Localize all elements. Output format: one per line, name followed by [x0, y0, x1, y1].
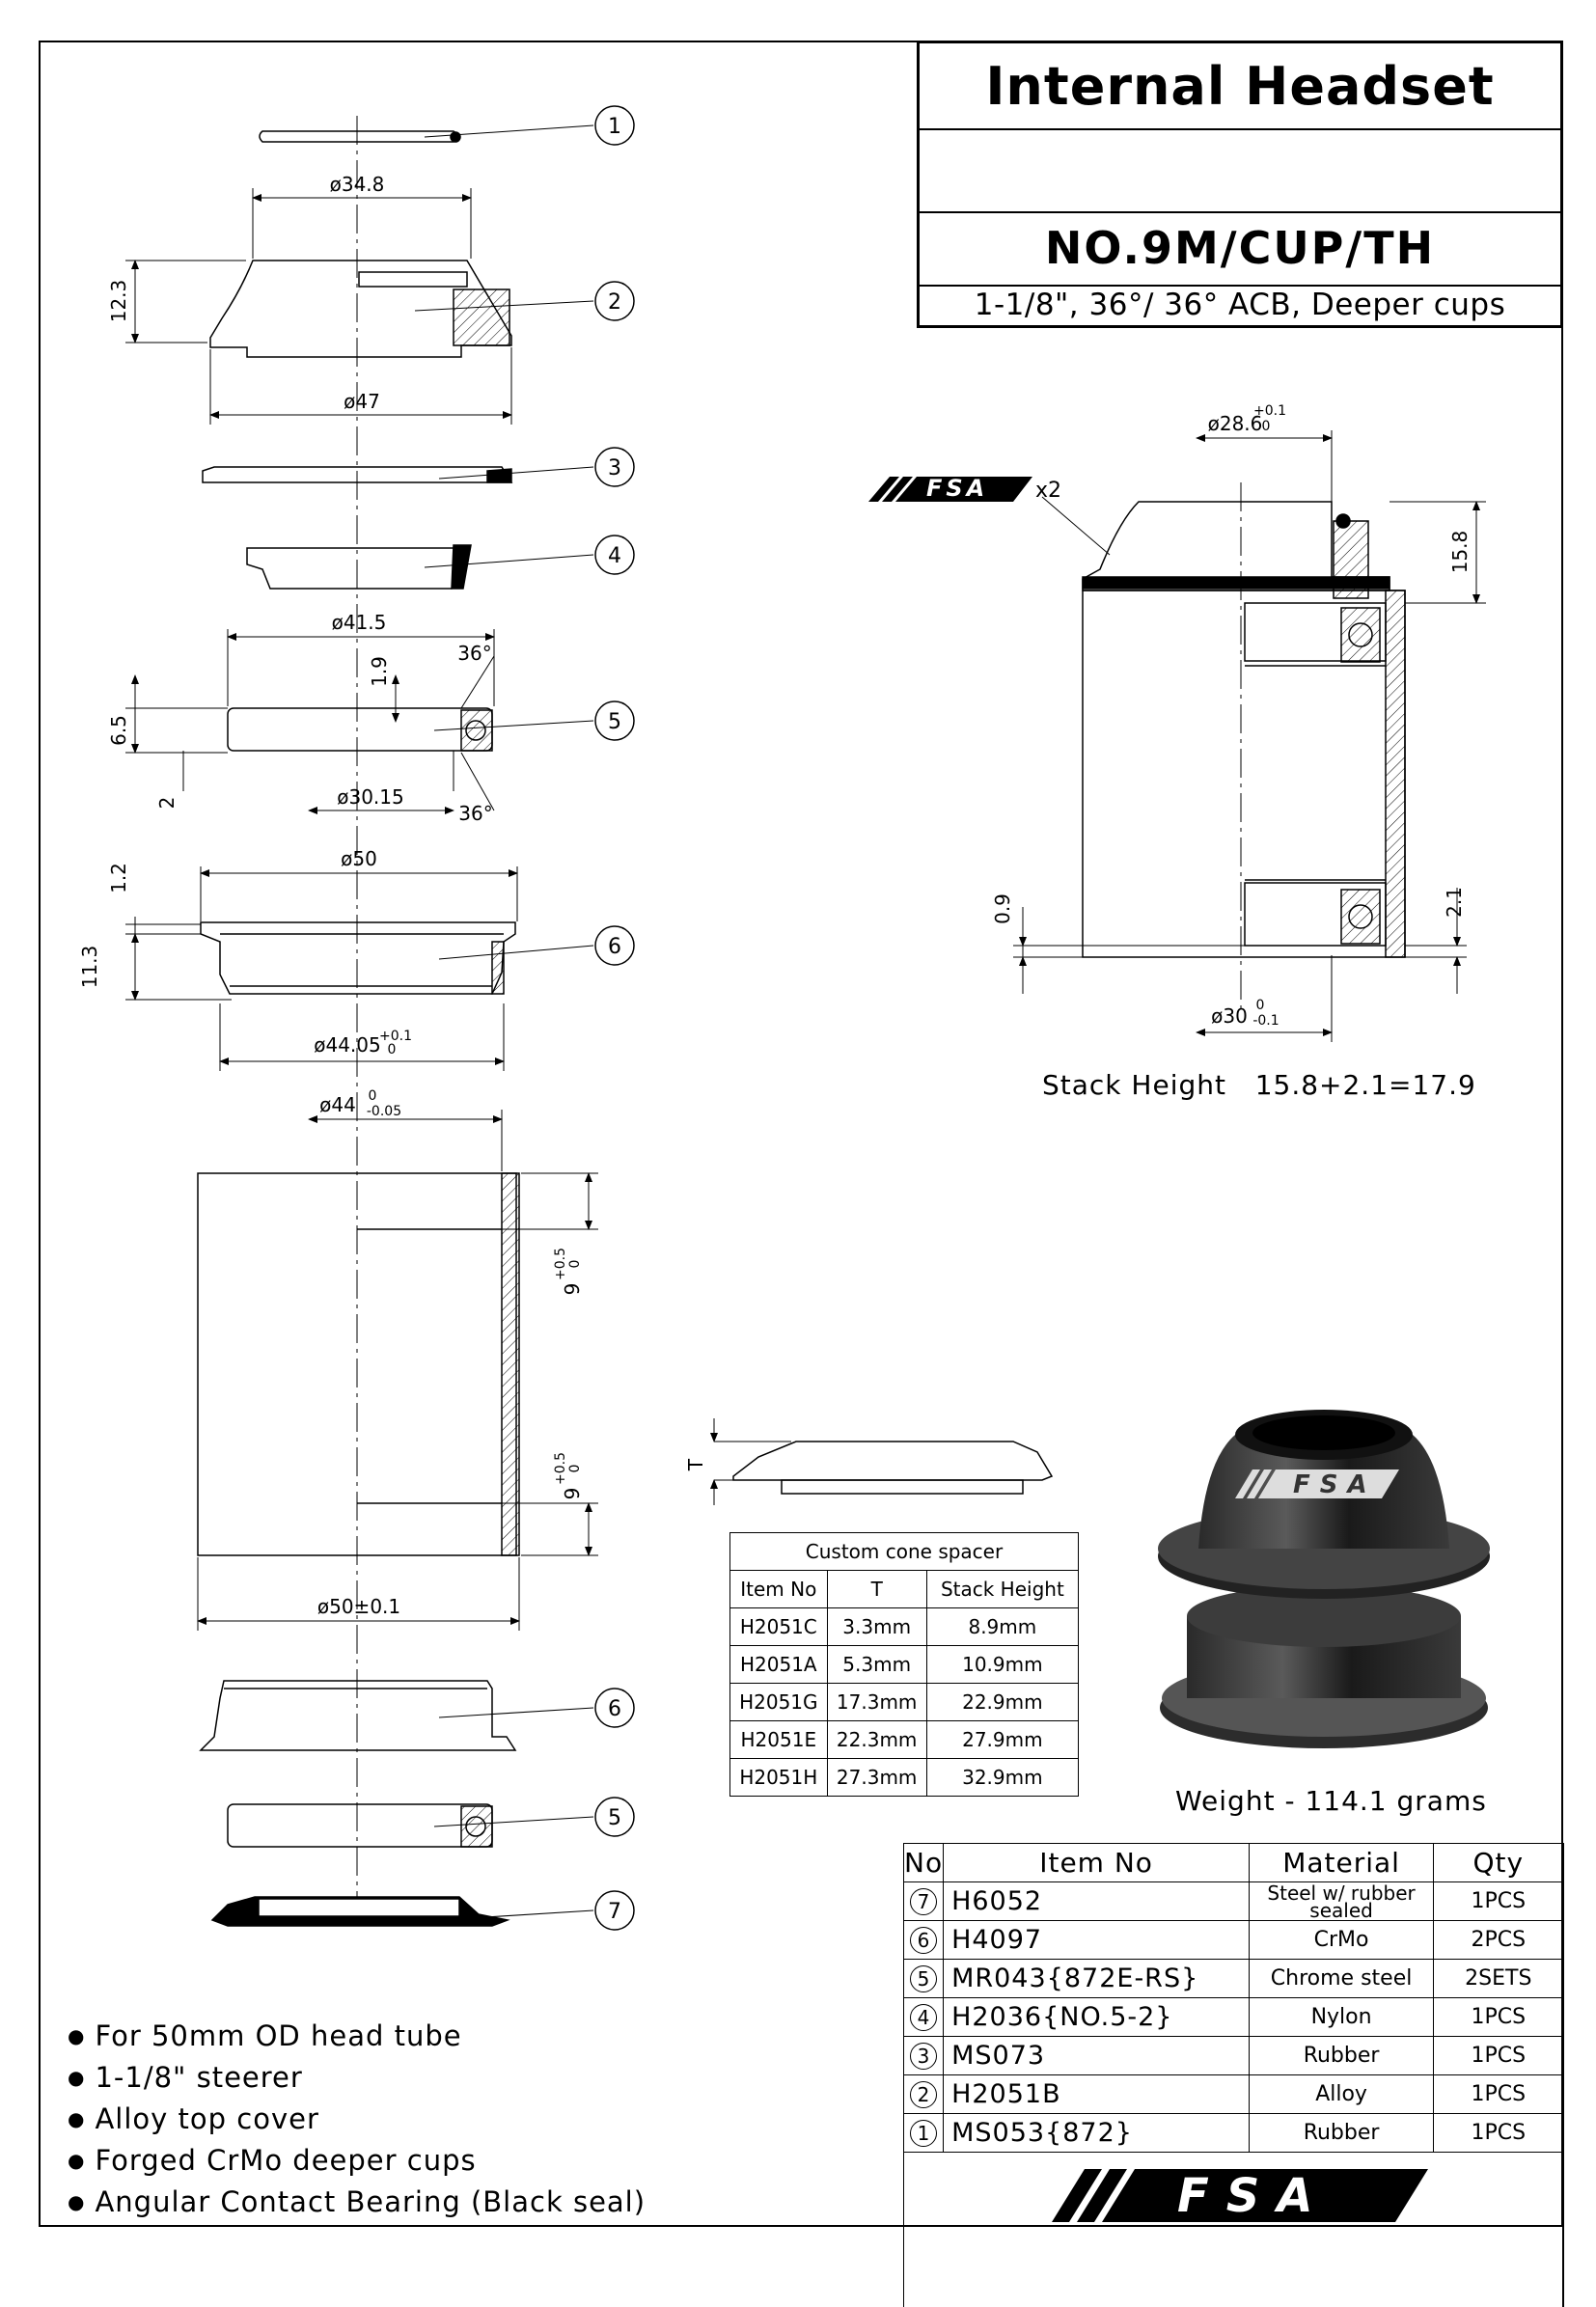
weight-caption: Weight - 114.1 grams: [1175, 1785, 1487, 1817]
table-row: [904, 1882, 1564, 1921]
callout-7: 7: [608, 1900, 621, 1924]
part-material: Chrome steel: [1250, 1960, 1434, 1998]
part-6-top-cup: [201, 922, 515, 994]
table-row: [730, 1684, 1079, 1721]
callout-6: 6: [608, 935, 621, 959]
headset-photo: [1119, 1394, 1525, 1771]
part-item-no: MS073: [944, 2037, 1250, 2075]
callout-numbers: [608, 115, 621, 1924]
svg-text:FSA: FSA: [1293, 1470, 1377, 1499]
part-number: 1: [910, 2120, 937, 2147]
spacer-cell: H2051H: [730, 1759, 828, 1797]
spacer-header-item: Item No: [730, 1571, 828, 1608]
dim-h12-3: 12.3: [107, 280, 130, 323]
part-qty: 1PCS: [1434, 1882, 1563, 1921]
parts-header-material: Material: [1250, 1844, 1434, 1882]
assembly-section: [1013, 430, 1486, 1042]
part-2-top-cover: [210, 261, 511, 357]
title-block: [917, 41, 1563, 328]
spacer-cell: 27.9mm: [926, 1721, 1078, 1759]
spacer-table: [729, 1532, 1079, 1797]
dim-h15-8: 15.8: [1448, 531, 1472, 574]
feature-item: ● 1-1/8" steerer: [68, 2058, 646, 2100]
part-qty: 1PCS: [1434, 2114, 1563, 2153]
spacer-cell: 5.3mm: [827, 1646, 926, 1684]
fsa-logo-small: [868, 475, 1032, 502]
dim-t: T: [684, 1458, 707, 1471]
spacer-cell: 3.3mm: [827, 1608, 926, 1646]
part-material: Alloy: [1250, 2075, 1434, 2114]
drawing-title: Internal Headset: [920, 43, 1560, 130]
callout-5-lower: 5: [608, 1806, 621, 1830]
dim-h2-1: 2.1: [1443, 887, 1466, 918]
title-blank-row: [920, 128, 1560, 213]
dim-h1-2: 1.2: [107, 863, 130, 893]
dim-h9-bot: 9: [561, 1488, 584, 1500]
callout-6-lower: 6: [608, 1697, 621, 1721]
feature-list: [68, 2017, 646, 2224]
part-qty: 1PCS: [1434, 2075, 1563, 2114]
dim-d50: ø50: [341, 847, 377, 870]
stack-height-label: Stack Height: [1042, 1069, 1226, 1101]
dim-h0-9: 0.9: [991, 893, 1014, 924]
part-item-no: MR043{872E-RS}: [944, 1960, 1250, 1998]
table-row: [904, 2037, 1564, 2075]
callout-3: 3: [608, 456, 621, 481]
model-number: NO.9M/CUP/TH: [920, 211, 1560, 287]
feature-item: ● Alloy top cover: [68, 2100, 646, 2141]
spec-line: 1-1/8", 36°/ 36° ACB, Deeper cups: [920, 285, 1560, 325]
part-item-no: H6052: [944, 1882, 1250, 1921]
stack-height: [1042, 1069, 1476, 1101]
dim-d44-tol-bot: -0.05: [367, 1104, 401, 1119]
callout-2: 2: [608, 290, 621, 315]
dim-d30: ø30: [1211, 1004, 1248, 1028]
part-item-no: H4097: [944, 1921, 1250, 1960]
parts-table: [903, 1843, 1564, 2307]
table-row: [730, 1759, 1079, 1797]
part-qty: 1PCS: [1434, 2037, 1563, 2075]
part-7-crown-race: [212, 1897, 508, 1926]
spacer-cell: 8.9mm: [926, 1608, 1078, 1646]
head-tube: [198, 1173, 519, 1555]
part-qty: 2PCS: [1434, 1921, 1563, 1960]
spacer-cell: 10.9mm: [926, 1646, 1078, 1684]
part-number: 7: [910, 1888, 937, 1915]
spacer-table-caption: Custom cone spacer: [730, 1533, 1079, 1571]
dim-h1-9: 1.9: [368, 656, 391, 687]
logo-row: [904, 2153, 1564, 2307]
table-row: [904, 1960, 1564, 1998]
spacer-header-stack: Stack Height: [926, 1571, 1078, 1608]
dim-h9-top-tol-top: +0.5: [553, 1248, 568, 1280]
part-item-no: H2036{NO.5-2}: [944, 1998, 1250, 2037]
dim-h6-5: 6.5: [107, 715, 130, 746]
feature-item: ● For 50mm OD head tube: [68, 2017, 646, 2058]
dim-d44: ø44: [319, 1093, 356, 1116]
part-material: Steel w/ rubber sealed: [1250, 1882, 1434, 1921]
table-row: [904, 2075, 1564, 2114]
dim-h9-top-tol-bot: 0: [567, 1260, 583, 1269]
dim-a36-top: 36°: [457, 642, 491, 665]
table-row: [730, 1721, 1079, 1759]
dim-h9-bot-tol-top: +0.5: [553, 1452, 568, 1485]
svg-text:FSA: FSA: [926, 475, 988, 502]
cone-spacer-drawing: [714, 1418, 1052, 1505]
part-number: 6: [910, 1927, 937, 1954]
table-row: [904, 2114, 1564, 2153]
dim-a36-bot: 36°: [458, 802, 492, 825]
dim-d30-15: ø30.15: [337, 785, 404, 809]
parts-header-no: No: [904, 1844, 944, 1882]
feature-item: ● Forged CrMo deeper cups: [68, 2141, 646, 2183]
table-row: [730, 1646, 1079, 1684]
part-qty: 2SETS: [1434, 1960, 1563, 1998]
dim-h9-top: 9: [561, 1283, 584, 1296]
dim-d44-05: ø44.05: [314, 1033, 381, 1057]
part-item-no: MS053{872}: [944, 2114, 1250, 2153]
dim-d50-tol: ø50±0.1: [317, 1595, 400, 1618]
spacer-cell: 22.9mm: [926, 1684, 1078, 1721]
part-number: 2: [910, 2081, 937, 2108]
dim-d41-5: ø41.5: [332, 611, 387, 634]
dim-d34-8: ø34.8: [330, 173, 385, 196]
spacer-cell: 22.3mm: [827, 1721, 926, 1759]
part-material: Rubber: [1250, 2114, 1434, 2153]
spacer-cell: H2051A: [730, 1646, 828, 1684]
dim-d30-tol-bot: -0.1: [1252, 1013, 1279, 1029]
stack-height-value: 15.8+2.1=17.9: [1255, 1069, 1476, 1101]
dim-d47: ø47: [344, 390, 380, 413]
spacer-cell: H2051E: [730, 1721, 828, 1759]
dim-d28-6-tol-bot: 0: [1262, 419, 1271, 434]
dim-h2: 2: [155, 797, 179, 810]
parts-header-qty: Qty: [1434, 1844, 1563, 1882]
part-number: 4: [910, 2004, 937, 2031]
parts-header-item: Item No: [944, 1844, 1250, 1882]
table-row: [904, 1998, 1564, 2037]
table-row: [730, 1608, 1079, 1646]
callout-1: 1: [608, 115, 621, 139]
dim-d30-tol-top: 0: [1256, 998, 1265, 1013]
spacer-header-t: T: [827, 1571, 926, 1608]
feature-item: ● Angular Contact Bearing (Black seal): [68, 2183, 646, 2224]
dim-d44-05-tol-top: +0.1: [379, 1029, 412, 1044]
spacer-cell: 32.9mm: [926, 1759, 1078, 1797]
part-material: Rubber: [1250, 2037, 1434, 2075]
callout-4: 4: [608, 544, 621, 568]
dim-d28-6-tol-top: +0.1: [1253, 403, 1286, 419]
table-row: [904, 1921, 1564, 1960]
part-item-no: H2051B: [944, 2075, 1250, 2114]
spacer-cell: H2051C: [730, 1608, 828, 1646]
part-number: 5: [910, 1965, 937, 1992]
part-material: CrMo: [1250, 1921, 1434, 1960]
dim-d44-05-tol-bot: 0: [388, 1042, 397, 1057]
callout-5: 5: [608, 710, 621, 734]
dim-d44-tol-top: 0: [369, 1088, 377, 1104]
dim-d28-6: ø28.6: [1208, 412, 1263, 435]
svg-text:FSA: FSA: [1177, 2169, 1331, 2223]
dim-h9-bot-tol-bot: 0: [567, 1465, 583, 1473]
part-material: Nylon: [1250, 1998, 1434, 2037]
part-number: 3: [910, 2043, 937, 2070]
logo-multiplier: x2: [1035, 479, 1061, 503]
spacer-cell: 17.3mm: [827, 1684, 926, 1721]
part-qty: 1PCS: [1434, 1998, 1563, 2037]
dim-h11-3: 11.3: [78, 946, 101, 989]
spacer-cell: H2051G: [730, 1684, 828, 1721]
spacer-cell: 27.3mm: [827, 1759, 926, 1797]
